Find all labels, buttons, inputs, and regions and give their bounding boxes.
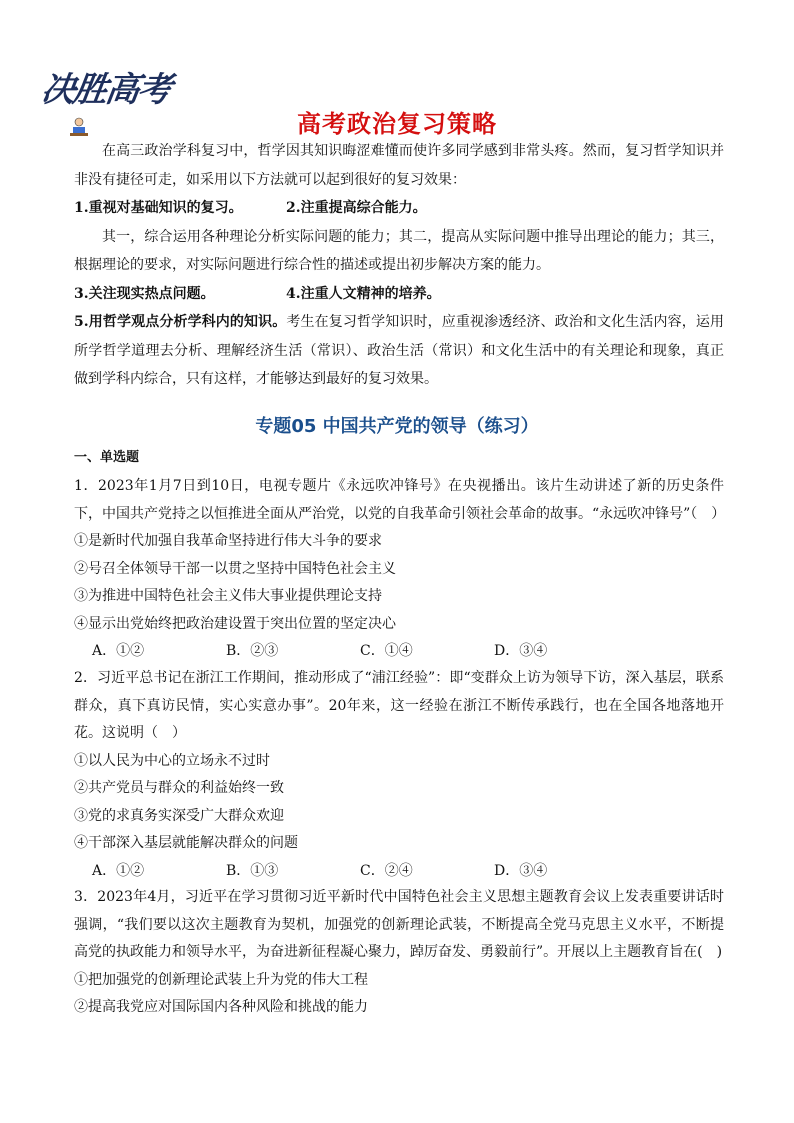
point-5-text: 考生在复习哲学知识时，应重视渗透经济、政治和文化生活内容，运用所学哲学道理去分析、理解经济生活（常识）、政治生活（常识）和文化生活中的有关理论和现象，真正做到学科内综合，只有这样，才能够达到最好的复习效果。 [74,314,724,387]
option-b[interactable]: B．①③ [226,862,279,879]
question-item: ④干部深入基层就能解决群众的问题 [74,835,298,851]
question-item: ②提高我党应对国际国内各种风险和挑战的能力 [74,999,368,1015]
question-item: ④显示出党始终把政治建设置于突出位置的坚定决心 [74,615,396,632]
points-row-1 [74,194,724,223]
answer-options [74,638,724,666]
point-2-description: 其一，综合运用各种理论分析实际问题的能力；其二，提高从实际问题中推导出理论的能力；其三，根据理论的要求，对实际问题进行综合性的描述或提出初步解决方案的能力。 [74,228,724,273]
option-a[interactable]: A．①② [92,643,145,659]
question-item: ②共产党员与群众的利益始终一致 [74,780,284,796]
question-item: ①是新时代加强自我革命坚持进行伟大斗争的要求 [74,533,382,549]
question-stem: 2．习近平总书记在浙江工作期间，推动形成了“浦江经验”：即“变群众上访为领导下访，深入基层，联系群众，真下真访民情，实心实意办事”。20年来，这一经验在浙江不断传承践行，也在全国各地落地开花。这说明（ ） [74,670,724,741]
option-b[interactable]: B．②③ [226,643,279,659]
section-title: 专题05 中国共产党的领导（练习） [255,416,539,437]
question-item: ①以人民为中心的立场永不过时 [74,752,270,769]
question-item: ③党的求真务实深受广大群众欢迎 [74,807,284,824]
point-3: 3.关注现实热点问题。 [74,285,215,302]
logo-text: 决胜高考 [38,70,173,110]
option-d[interactable]: D．③④ [494,862,548,879]
point-2: 2.注重提高综合能力。 [286,200,427,216]
point-1: 1.重视对基础知识的复习。 [74,200,243,216]
question-3 [74,884,724,1022]
question-stem: 3．2023年4月，习近平在学习贯彻习近平新时代中国特色社会主义思想主题教育会议上发表重要讲话时强调，“我们要以这次主题教育为契机，加强党的创新理论武装，不断提高全党马克思主义水平，不断提高党的执政能力和领导水平，为奋进新征程凝心聚力，踔厉奋发、勇毅前行”。开展以上主题教育旨在( ) [74,889,724,960]
question-item: ③为推进中国特色社会主义伟大事业提供理论支持 [74,588,382,604]
question-item: ①把加强党的创新理论武装上升为党的伟大工程 [74,971,368,988]
option-c[interactable]: C．②④ [360,862,413,879]
option-a[interactable]: A．①② [92,862,145,879]
point-5 [74,308,724,394]
question-stem: 1．2023年1月7日到10日，电视专题片《永远吹冲锋号》在央视播出。该片生动讲述了新的历史条件下，中国共产党持之以恒推进全面从严治党，以党的自我革命引领社会革命的故事。“永远吹冲锋号”（ ） [74,478,726,522]
question-type-heading: 一、单选题 [74,450,140,465]
question-2 [74,665,724,885]
question-item: ②号召全体领导干部一以贯之坚持中国特色社会主义 [74,560,396,577]
point-5-heading: 5.用哲学观点分析学科内的知识。 [74,314,287,330]
page-title: 高考政治复习策略 [297,110,497,138]
strategy-body [74,137,724,394]
points-row-2 [74,280,724,309]
question-1 [74,473,724,666]
answer-options [74,858,724,886]
intro-paragraph: 在高三政治学科复习中，哲学因其知识晦涩难懂而使许多同学感到非常头疼。然而，复习哲学知识并非没有捷径可走，如采用以下方法就可以起到很好的复习效果： [74,143,724,188]
option-d[interactable]: D．③④ [494,643,548,659]
option-c[interactable]: C．①④ [360,643,413,659]
point-4: 4.注重人文精神的培养。 [286,285,441,302]
